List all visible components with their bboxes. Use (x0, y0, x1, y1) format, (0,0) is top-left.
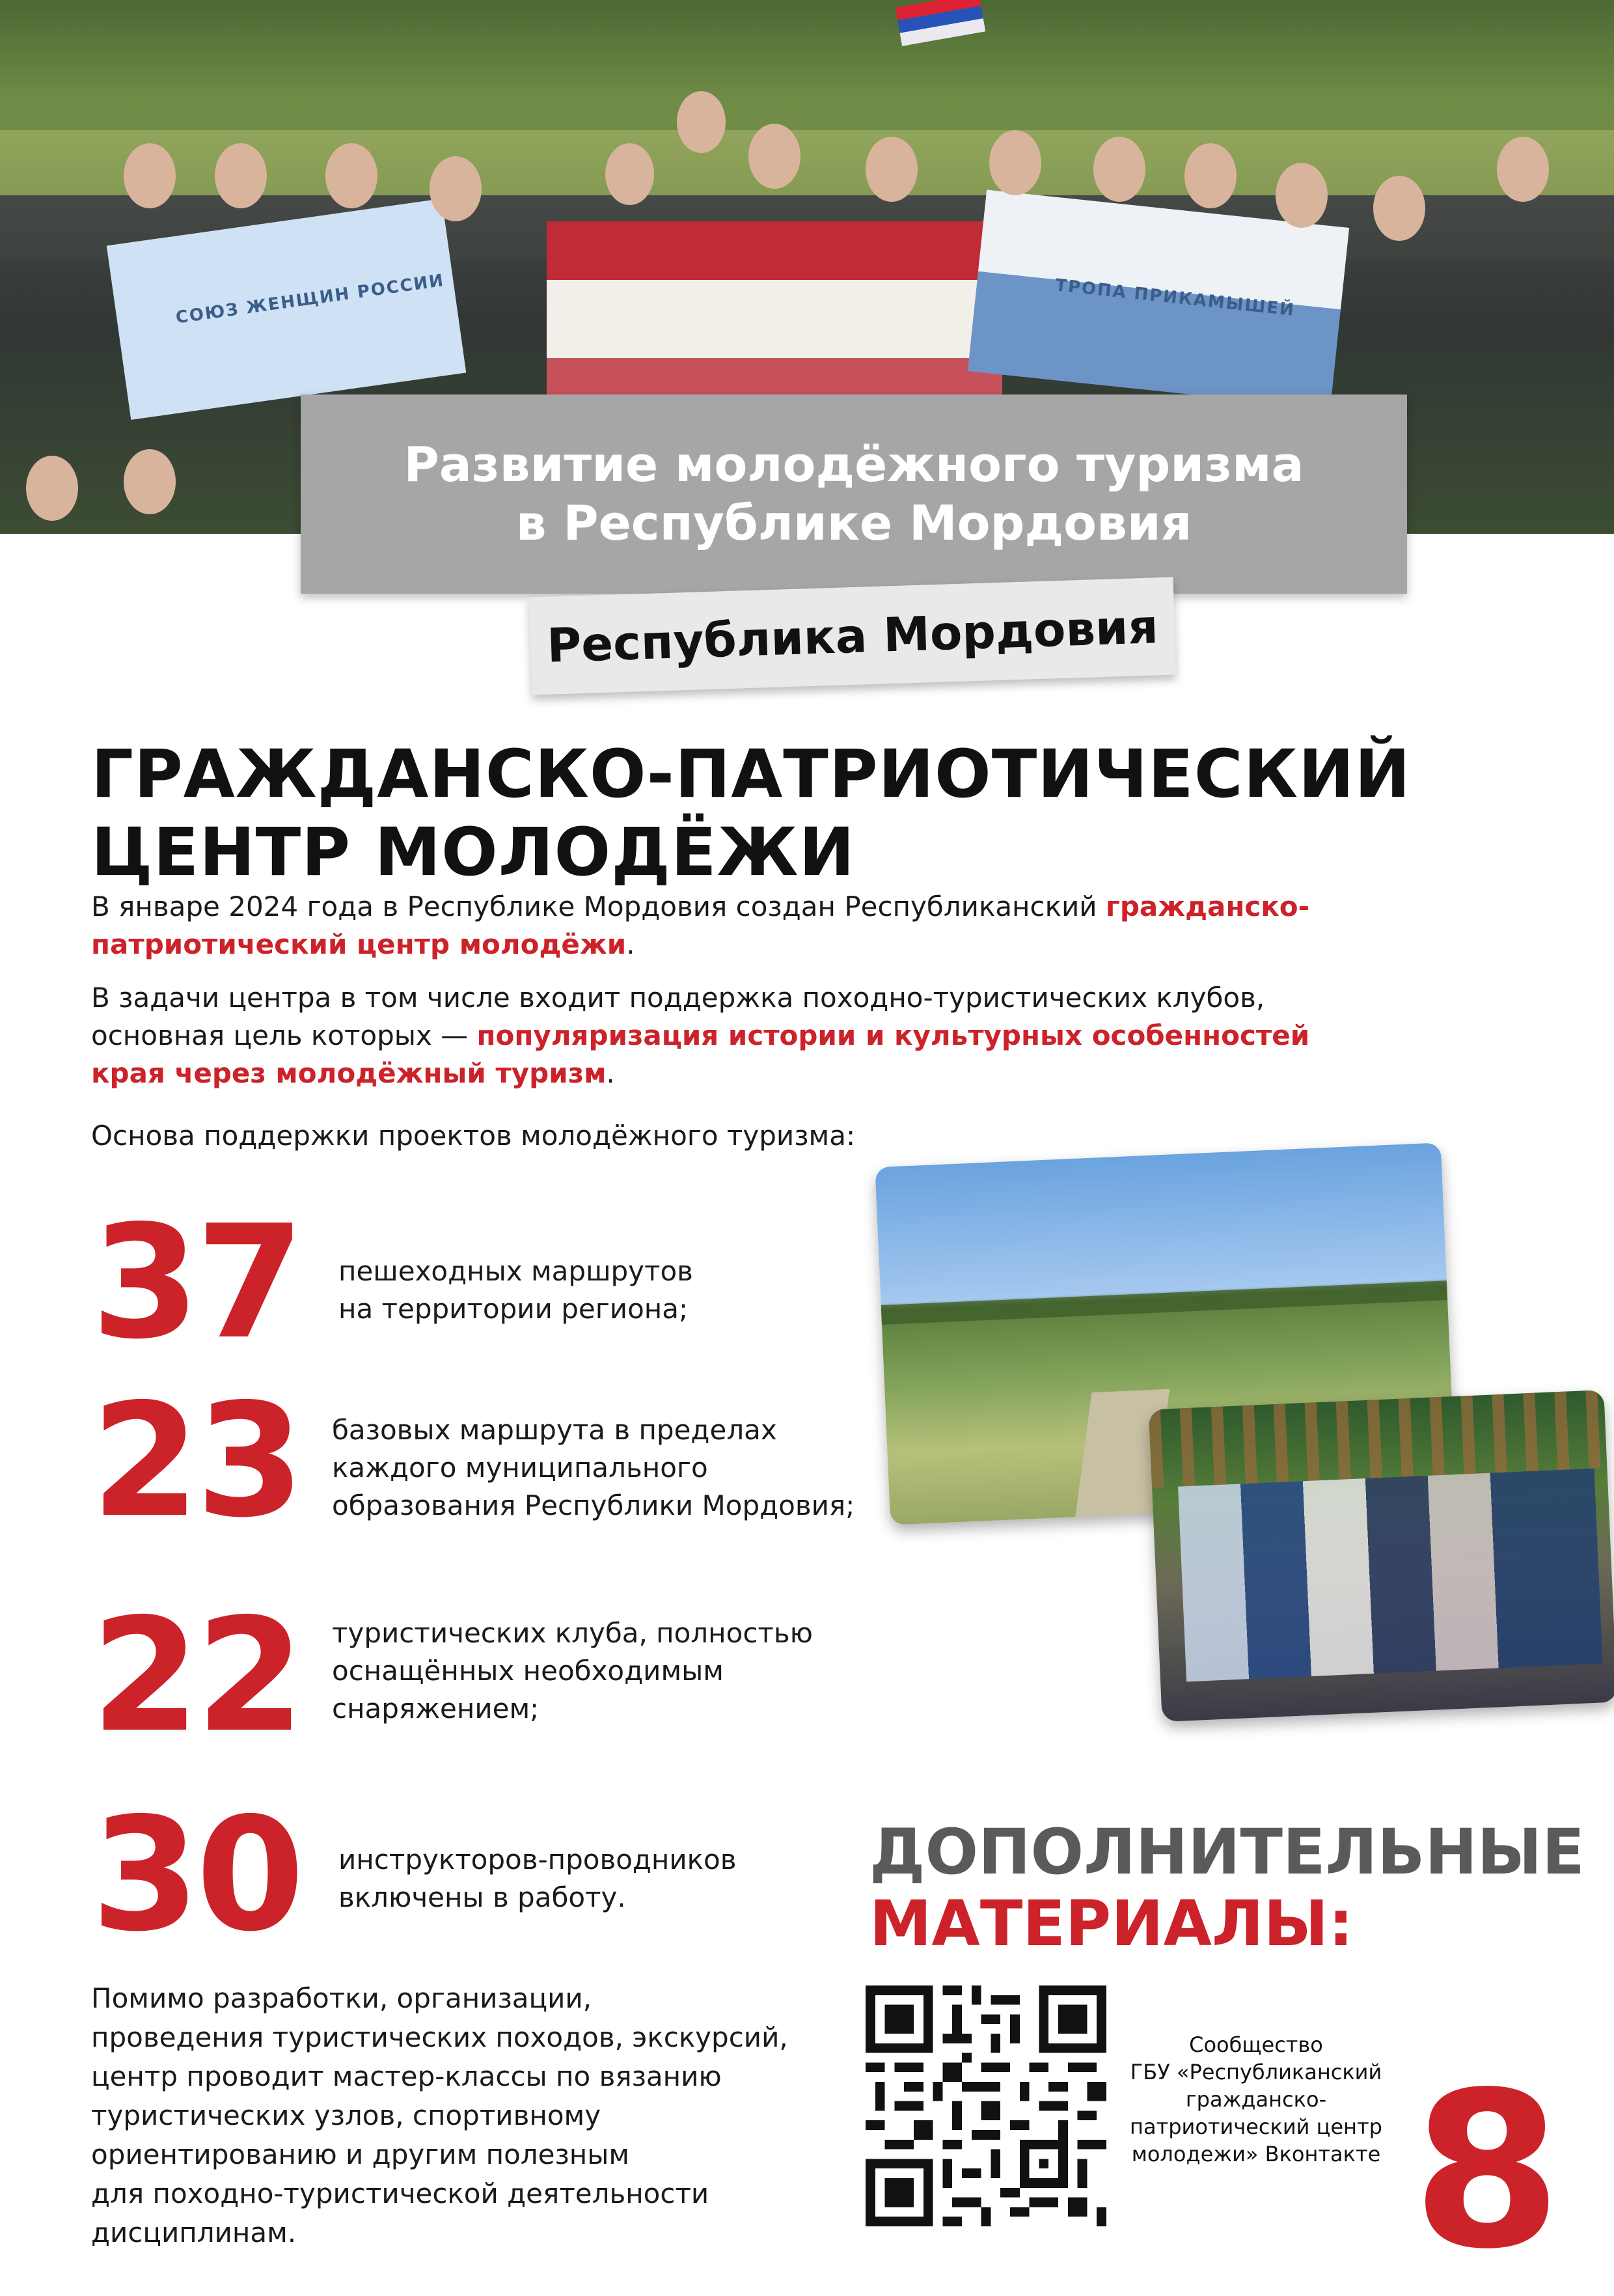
stat-text-30 (338, 1841, 737, 1916)
closing-line: ориентированию и другим полезным (91, 2138, 630, 2170)
stat-number-30: 30 (91, 1784, 301, 1966)
intro-paragraph-3: Основа поддержки проектов молодёжного туризма: (91, 1120, 856, 1152)
extra-title-line1: ДОПОЛНИТЕЛЬНЫЕ (869, 1816, 1585, 1888)
intro-text: В задачи центра в том числе входит поддержка походно-туристических клубов, основная цель которых — (91, 982, 1265, 1051)
qr-caption-line: гражданско- (1185, 2087, 1327, 2112)
qr-caption-line: Сообщество (1189, 2032, 1323, 2057)
intro-paragraph-1 (91, 888, 1354, 963)
stat-line: каждого муниципального (332, 1452, 708, 1484)
stat-text-22 (332, 1614, 813, 1728)
closing-line: для походно-туристической деятельности (91, 2178, 709, 2209)
stat-number-23: 23 (91, 1370, 301, 1552)
page-number: 8 (1412, 2046, 1562, 2296)
stat-line: снаряжением; (332, 1693, 540, 1724)
stat-line: пешеходных маршрутов (338, 1255, 693, 1287)
intro-paragraph-2 (91, 979, 1367, 1092)
person-face (866, 137, 918, 202)
qr-caption-line: молодежи» Вконтакте (1131, 2142, 1381, 2166)
person-face (124, 449, 176, 514)
person-face (1276, 163, 1328, 228)
stat-number-37: 37 (91, 1191, 301, 1374)
stat-line: оснащённых необходимым (332, 1655, 724, 1687)
closing-line: дисциплинам. (91, 2217, 297, 2248)
closing-paragraph (91, 1979, 788, 2252)
flag-left-text: СОЮЗ ЖЕНЩИН РОССИИ (174, 270, 446, 328)
person-face (1373, 176, 1425, 241)
person-face (1093, 137, 1145, 202)
extra-title-line2: МАТЕРИАЛЫ: (869, 1887, 1354, 1960)
group-photo (1149, 1390, 1614, 1722)
region-label: Республика Мордовия (546, 599, 1159, 673)
closing-line: центр проводит мастер-классы по вязанию (91, 2060, 722, 2092)
title-box (301, 394, 1407, 594)
qr-caption-line: патриотический центр (1130, 2114, 1382, 2139)
stat-line: образования Республики Мордовия; (332, 1489, 855, 1521)
closing-line: Помимо разработки, организации, (91, 1982, 592, 2014)
page-title-line1: Развитие молодёжного туризма (404, 437, 1304, 493)
stat-line: базовых маршрута в пределах (332, 1414, 777, 1446)
section-heading (91, 736, 1411, 892)
person-face (677, 91, 726, 153)
stat-line: на территории региона; (338, 1293, 689, 1325)
qr-caption (1106, 2031, 1406, 2168)
region-tag (529, 577, 1176, 695)
section-heading-line1: ГРАЖДАНСКО-ПАТРИОТИЧЕСКИЙ (91, 736, 1411, 813)
stat-number-22: 22 (91, 1584, 301, 1767)
stat-line: включены в работу. (338, 1881, 626, 1913)
intro-text: В январе 2024 года в Республике Мордовия создан Республиканский (91, 891, 1106, 922)
person-face (605, 143, 654, 205)
closing-line: туристических узлов, спортивному (91, 2099, 601, 2131)
intro-text-end: . (626, 928, 635, 960)
person-face (430, 156, 482, 221)
intro-highlight: популяризация истории и культурных особенностей края через молодёжный туризм (91, 1019, 1310, 1089)
photo-treeline (881, 1280, 1447, 1325)
person-face (989, 130, 1041, 195)
person-face (1497, 137, 1549, 202)
intro-text-end: . (606, 1057, 615, 1089)
mordovia-flag (547, 221, 1002, 417)
qr-code-icon[interactable] (866, 1985, 1106, 2226)
person-face (215, 143, 267, 208)
photo-kids (1178, 1469, 1602, 1682)
person-face (748, 124, 800, 189)
page-title-line2: в Республике Мордовия (515, 495, 1192, 551)
person-face (26, 456, 78, 521)
stat-line: инструкторов-проводников (338, 1844, 737, 1875)
extra-materials-title (869, 1816, 1585, 1959)
intro-highlight: гражданско-патриотический центр молодёжи (91, 891, 1310, 960)
qr-caption-line: ГБУ «Республиканский (1130, 2060, 1382, 2084)
person-face (124, 143, 176, 208)
flag-right-text: ТРОПА ПРИКАМЫШЕЙ (1054, 275, 1296, 320)
person-face (325, 143, 377, 208)
stat-line: туристических клуба, полностью (332, 1617, 813, 1649)
closing-line: проведения туристических походов, экскурсий, (91, 2021, 788, 2053)
person-face (1184, 143, 1237, 208)
section-heading-line2: ЦЕНТР МОЛОДЁЖИ (91, 814, 855, 891)
stat-text-23 (332, 1411, 855, 1525)
stat-text-37 (338, 1252, 693, 1328)
